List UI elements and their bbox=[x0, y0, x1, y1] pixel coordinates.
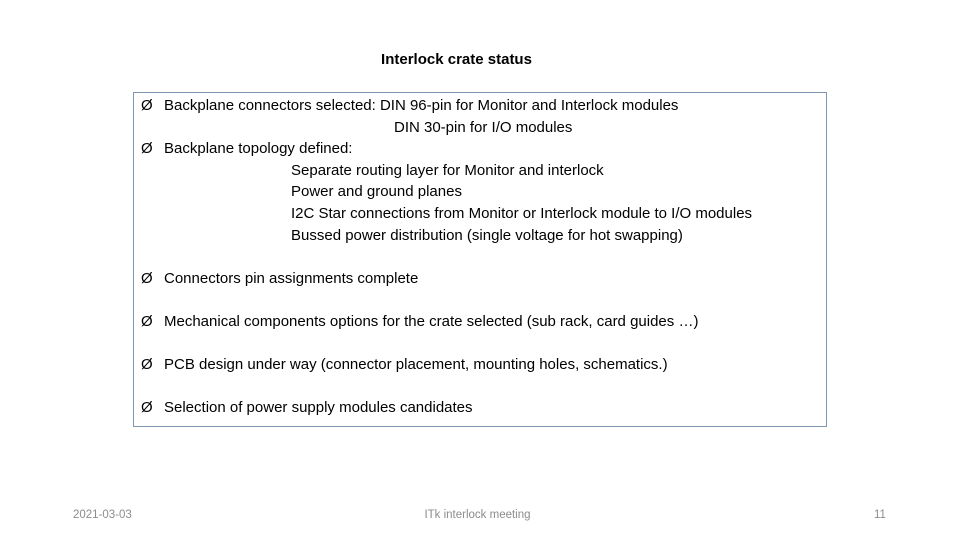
bullet-arrow-icon: Ø bbox=[141, 356, 153, 373]
bullet-text: Backplane connectors selected: DIN 96-pin for Monitor and Interlock modules bbox=[164, 97, 679, 114]
bullet-arrow-icon: Ø bbox=[141, 313, 153, 330]
bullet-arrow-icon: Ø bbox=[141, 270, 153, 287]
sub-item: DIN 30-pin for I/O modules bbox=[394, 119, 573, 136]
sub-item: Power and ground planes bbox=[291, 183, 462, 200]
footer-meeting: ITk interlock meeting bbox=[424, 509, 531, 521]
bullet-arrow-icon: Ø bbox=[141, 97, 153, 114]
footer-page-number: 11 bbox=[874, 509, 886, 521]
bullet-arrow-icon: Ø bbox=[141, 140, 153, 157]
bullet-text: Selection of power supply modules candidates bbox=[164, 399, 473, 416]
sub-item: Bussed power distribution (single voltage for hot swapping) bbox=[291, 227, 683, 244]
sub-item: Separate routing layer for Monitor and interlock bbox=[291, 162, 604, 179]
bullet-text: Backplane topology defined: bbox=[164, 140, 353, 157]
bullet-text: PCB design under way (connector placement, mounting holes, schematics.) bbox=[164, 356, 668, 373]
footer-date: 2021-03-03 bbox=[73, 509, 132, 521]
sub-item: I2C Star connections from Monitor or Interlock module to I/O modules bbox=[291, 205, 753, 222]
bullet-arrow-icon: Ø bbox=[141, 399, 153, 416]
bullet-text: Mechanical components options for the crate selected (sub rack, card guides …) bbox=[164, 313, 699, 330]
slide-title: Interlock crate status bbox=[381, 51, 532, 68]
bullet-text: Connectors pin assignments complete bbox=[164, 270, 419, 287]
